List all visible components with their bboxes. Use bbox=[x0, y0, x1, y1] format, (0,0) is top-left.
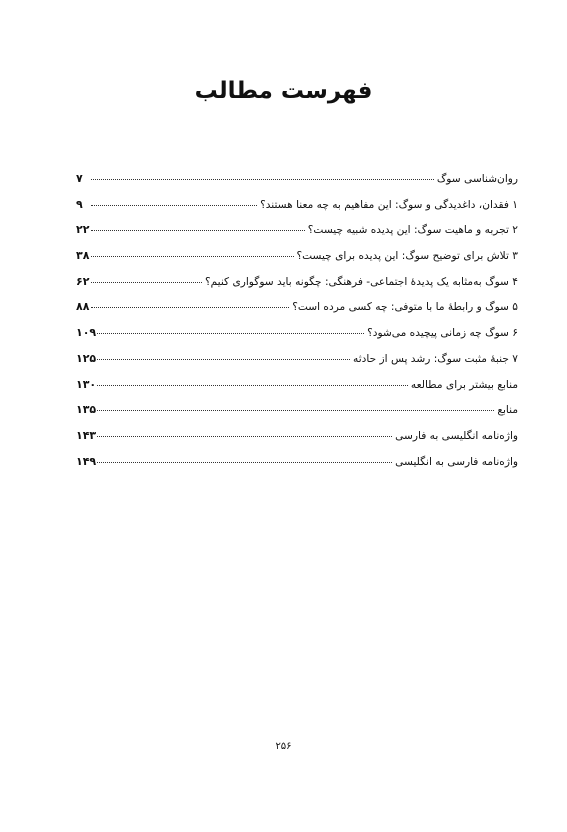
toc-dot-leader bbox=[91, 179, 434, 180]
toc-entry-title: واژه‌نامه فارسی به انگلیسی bbox=[395, 455, 518, 468]
toc-entry bbox=[76, 352, 518, 378]
toc-entry-page: ۱۲۵ bbox=[76, 351, 97, 365]
page-title: فهرست مطالب bbox=[194, 78, 373, 104]
toc-entry-page: ۲۲ bbox=[76, 223, 90, 237]
footer-page-number: ۲۵۶ bbox=[275, 741, 292, 752]
toc-entry-page: ۱۴۹ bbox=[76, 454, 97, 468]
toc-entry bbox=[76, 198, 518, 224]
toc-entry bbox=[76, 378, 518, 404]
toc-entry-title: ۴ سوگ به‌مثابه یک پدیدهٔ اجتماعی- فرهنگی: چگونه باید سوگواری کنیم؟ bbox=[204, 275, 518, 288]
toc-entry bbox=[76, 249, 518, 275]
toc-entry bbox=[76, 455, 518, 481]
toc-entry-title: ۱ فقدان، داغدیدگی و سوگ: این مفاهیم به چه معنا هستند؟ bbox=[260, 198, 518, 211]
toc-entry-title: ۷ جنبهٔ مثبت سوگ: رشد پس از حادثه bbox=[353, 352, 518, 365]
toc-dot-leader bbox=[97, 410, 494, 411]
toc-entry-page: ۱۰۹ bbox=[76, 326, 97, 340]
toc-entry bbox=[76, 300, 518, 326]
toc-dot-leader bbox=[97, 359, 350, 360]
toc-entry-title: ۵ سوگ و رابطهٔ ما با متوفی: چه کسی مرده است؟ bbox=[292, 301, 518, 314]
toc-entry-title: منابع بیشتر برای مطالعه bbox=[410, 378, 518, 391]
toc-entry bbox=[76, 326, 518, 352]
toc-entry-title: ۳ تلاش برای توضیح سوگ: این پدیده برای چیست؟ bbox=[296, 250, 518, 263]
toc-entry-page: ۱۳۵ bbox=[76, 403, 97, 417]
toc-entry-title: واژه‌نامه انگلیسی به فارسی bbox=[395, 429, 518, 442]
toc-dot-leader bbox=[91, 230, 305, 231]
toc-entry-page: ۷ bbox=[76, 172, 83, 185]
toc-entry bbox=[76, 172, 518, 198]
toc-dot-leader bbox=[97, 385, 408, 386]
toc-dot-leader bbox=[91, 205, 257, 206]
toc-entry-page: ۳۸ bbox=[76, 249, 90, 263]
toc-dot-leader bbox=[91, 282, 202, 283]
toc-entry-page: ۹ bbox=[76, 197, 83, 211]
toc-dot-leader bbox=[97, 462, 392, 463]
toc-entry bbox=[76, 275, 518, 301]
toc-entry-page: ۱۳۰ bbox=[76, 377, 97, 391]
toc-entry-page: ۶۲ bbox=[76, 274, 90, 288]
toc-dot-leader bbox=[97, 333, 364, 334]
toc-entry-title: روان‌شناسی سوگ bbox=[436, 173, 518, 185]
toc-entry-title: ۶ سوگ چه زمانی پیچیده می‌شود؟ bbox=[367, 327, 518, 340]
toc-entry-title: منابع bbox=[497, 404, 518, 417]
toc-dot-leader bbox=[91, 256, 294, 257]
toc-dot-leader bbox=[91, 307, 289, 308]
table-of-contents bbox=[76, 172, 518, 480]
toc-entry-page: ۸۸ bbox=[76, 300, 90, 314]
toc-dot-leader bbox=[97, 436, 392, 437]
toc-entry bbox=[76, 403, 518, 429]
toc-entry bbox=[76, 223, 518, 249]
toc-entry bbox=[76, 429, 518, 455]
toc-entry-page: ۱۴۳ bbox=[76, 428, 97, 442]
toc-entry-title: ۲ تجربه و ماهیت سوگ: این پدیده شبیه چیست؟ bbox=[307, 224, 518, 237]
